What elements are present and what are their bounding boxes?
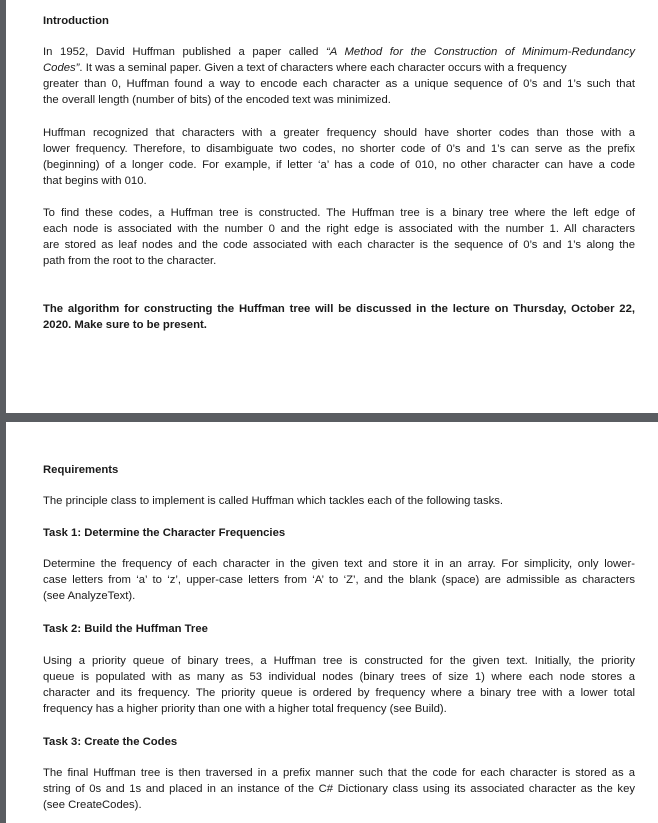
text-line: case letters from ‘a’ to ‘z’, upper-case letters from ‘A’ to ‘Z’, and the blank (space) are admissible as characters [43, 574, 635, 586]
paper-title: “A Method for the Construction of Minimum-Redundancy [326, 46, 635, 58]
text-line: frequency has a higher priority than one with a higher total frequency (see Build). [43, 703, 447, 715]
text-line: that begins with 010. [43, 175, 147, 187]
intro-paragraph-3 [43, 205, 635, 269]
text-line: Determine the frequency of each character in the given text and store it in an array. For simplicity, only lower- [43, 558, 635, 570]
text-line: (beginning) of a longer code. For example, if letter ‘a’ has a code of 010, no other character can have a code [43, 159, 635, 171]
text-line: (see CreateCodes). [43, 799, 142, 811]
text-line: each node is associated with the number 0 and the right edge is associated with the number 1. All characters [43, 223, 635, 235]
requirements-intro: The principle class to implement is called Huffman which tackles each of the following tasks. [43, 495, 504, 507]
document-page-1 [6, 0, 658, 413]
section-heading-requirements: Requirements [43, 464, 119, 476]
lecture-note [43, 301, 635, 333]
task2-title: Task 2: Build the Huffman Tree [43, 623, 208, 635]
text-line: To find these codes, a Huffman tree is constructed. The Huffman tree is a binary tree where the left edge of [43, 207, 635, 219]
text-line: (see AnalyzeText). [43, 590, 136, 602]
text-span: . It was a seminal paper. Given a text of characters where each character occurs with a frequency [79, 62, 567, 74]
intro-paragraph-1 [43, 44, 635, 108]
task3-title: Task 3: Create the Codes [43, 736, 178, 748]
text-line: lower frequency. Therefore, to disambiguate two codes, no shorter code of 0’s and 1’s can serve as the prefix [43, 143, 635, 155]
text-line: greater than 0, Huffman found a way to encode each character as a unique sequence of 0’s and 1’s such that [43, 78, 635, 90]
text-line: string of 0s and 1s and placed in an instance of the C# Dictionary class using its associated character as the key [43, 783, 635, 795]
document-page-2 [6, 422, 658, 823]
text-line: 2020. Make sure to be present. [43, 319, 207, 331]
text-line: queue is populated with as many as 53 individual nodes (binary trees of size 1) where each node stores a [43, 671, 635, 683]
task3-body [43, 765, 635, 813]
text-line: character and its frequency. The priority queue is ordered by frequency where a binary tree with a lower total [43, 687, 635, 699]
text-line: the overall length (number of bits) of the encoded text was minimized. [43, 94, 391, 106]
text-line: are stored as leaf nodes and the code associated with each character is the sequence of 0’s and 1’s along the [43, 239, 635, 251]
text-line: path from the root to the character. [43, 255, 217, 267]
text-span: In 1952, David Huffman published a paper called [43, 46, 327, 58]
intro-paragraph-2 [43, 125, 635, 189]
task1-title: Task 1: Determine the Character Frequencies [43, 527, 286, 539]
text-line: Huffman recognized that characters with a greater frequency should have shorter codes than those with a [43, 127, 635, 139]
text-line: Using a priority queue of binary trees, a Huffman tree is constructed for the given text. Initially, the priority [43, 655, 635, 667]
task1-body [43, 556, 635, 604]
task2-body [43, 653, 635, 717]
section-heading-introduction: Introduction [43, 15, 109, 27]
text-line: The final Huffman tree is then traversed in a prefix manner such that the code for each character is stored as a [43, 767, 635, 779]
paper-title-end: Codes” [43, 62, 80, 74]
text-line: The algorithm for constructing the Huffman tree will be discussed in the lecture on Thursday, October 22, [43, 303, 635, 315]
